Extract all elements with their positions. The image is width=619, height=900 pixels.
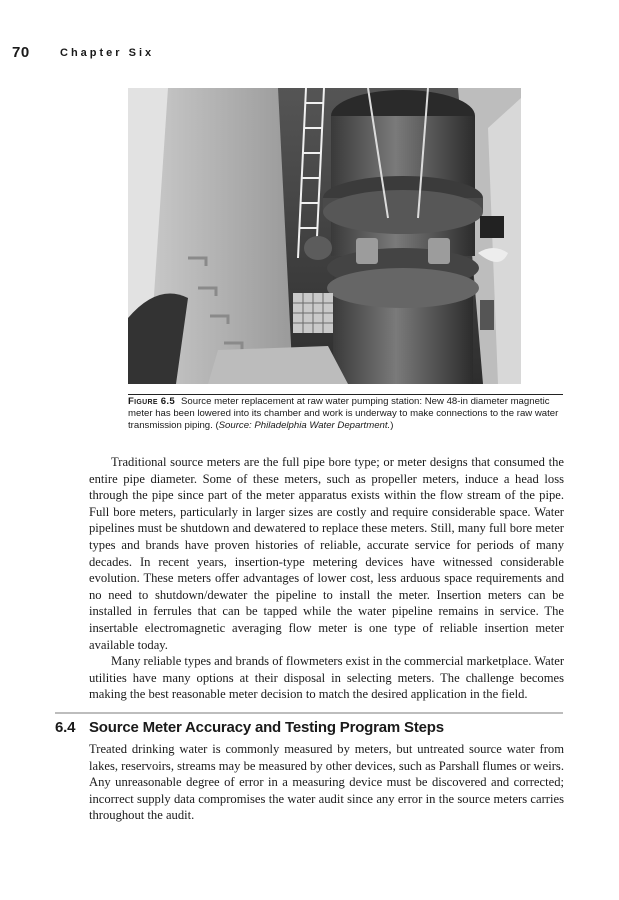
section-heading: [55, 719, 575, 736]
body-paragraph: Traditional source meters are the full pipe bore type; or meter designs that consumed the entire pipe diameter. Some of these meters, such as propeller meters, induce a head loss through the pipe since part of the meter apparatus exists within the flow stream of the pipe. Full bore meters, particularly in larger sizes are costly and require considerable space. Water pipelines must be shutdown and dewatered to replace these meters. Still, many full bore meter types and brands have proven histories of reliable, accurate service for periods of many decades. In recent years, insertion-type metering devices have witnessed considerable evolution. These meters offer advantages of lower cost, less arduous space requirements and no need to shutdown/dewater the pipeline to install the meter. Insertion meters can be installed in ferrules that can be tapped while the water pipeline remains in service. The insertable electromagnetic averaging flow meter is one type of reliable insertion meter available today.: [89, 455, 564, 652]
figure-caption-text: Source meter replacement at raw water pumping station: New 48-in diameter magnetic meter has been lowered into its chamber and work is underway to make connections to the raw water transmission piping. (: [128, 396, 559, 431]
figure-rule: [128, 394, 563, 395]
body-text: [89, 454, 564, 703]
figure-caption-end: ): [390, 420, 394, 431]
figure-label: Figure 6.5: [128, 396, 176, 407]
figure-photo: [128, 88, 521, 384]
page-number: 70: [12, 44, 30, 61]
figure-source-text: Philadelphia Water Department.: [251, 420, 391, 431]
section-rule: [55, 712, 563, 714]
figure-caption: [128, 396, 568, 432]
section-title: Source Meter Accuracy and Testing Program Steps: [89, 719, 444, 736]
section-number: 6.4: [55, 719, 76, 736]
worker-head: [304, 236, 332, 260]
figure-source-label: Source:: [218, 420, 252, 431]
body-paragraph: Many reliable types and brands of flowmeters exist in the commercial marketplace. Water utilities have many options at their disposal in selecting meters. The challenge becomes making the best reasonable meter decision to match the desired application in the field.: [89, 654, 565, 702]
chapter-label: Chapter Six: [60, 47, 155, 59]
section-text: [89, 741, 564, 824]
section-paragraph: Treated drinking water is commonly measured by meters, but untreated source water from lakes, reservoirs, streams may be measured by other devices, such as Parshall flumes or weirs. Any unreasonable degree of error in a measuring device must be discovered and corrected; incorrect supply data compromises the water audit since any error in the source meters carries throughout the audit.: [89, 742, 564, 823]
